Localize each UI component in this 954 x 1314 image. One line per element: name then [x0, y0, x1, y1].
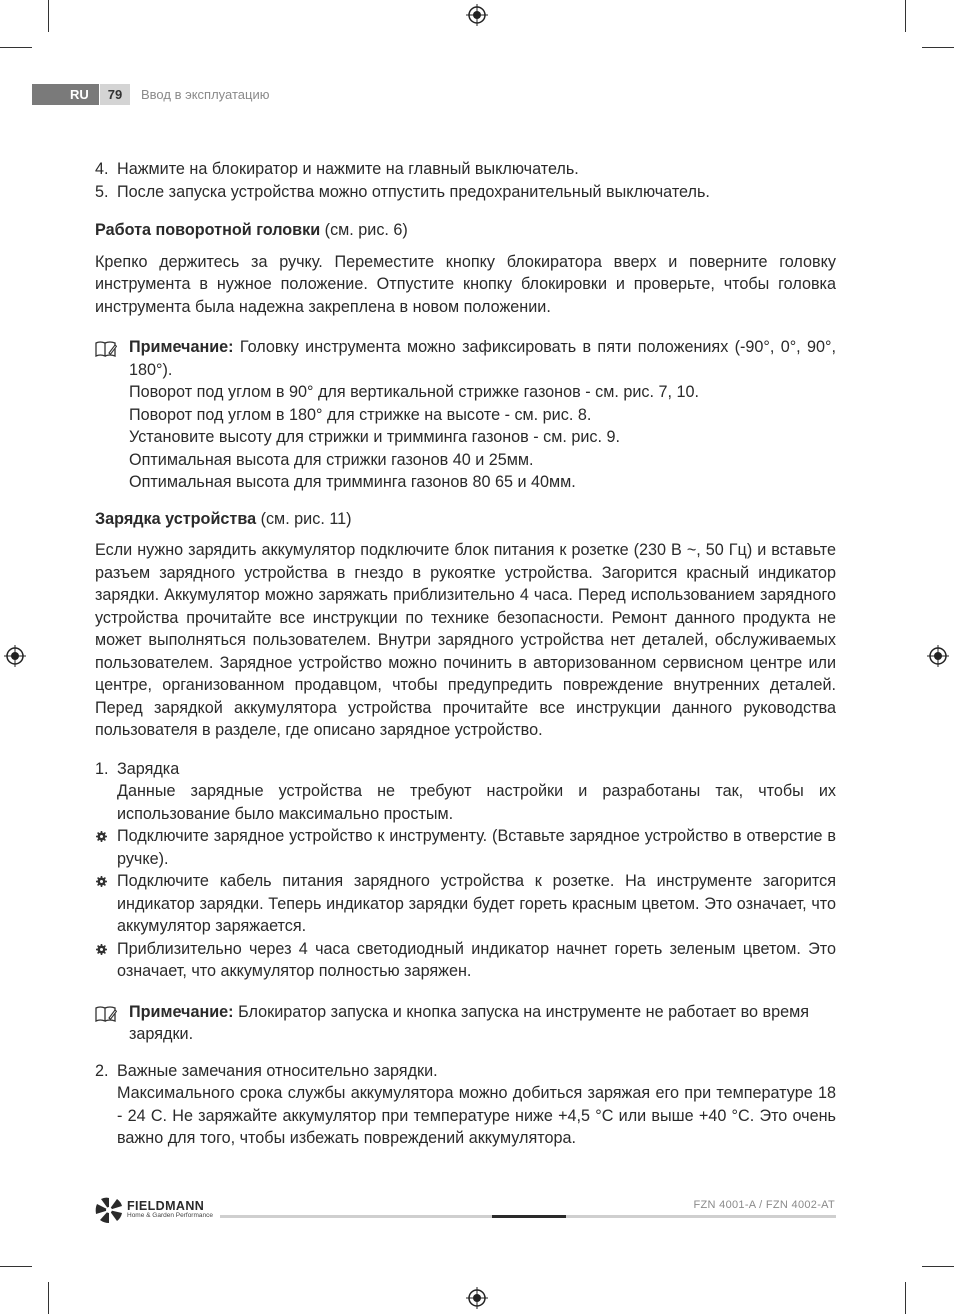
- brand-tagline: Home & Garden Performance: [127, 1212, 213, 1219]
- header-bar: [32, 84, 99, 105]
- note-book-icon: [95, 1001, 129, 1046]
- list-number: 1.: [95, 759, 109, 778]
- crop-mark: [0, 1266, 32, 1267]
- heading-ref: (см. рис. 6): [320, 221, 408, 239]
- registration-mark-icon: [466, 1287, 488, 1309]
- crop-mark: [905, 1282, 906, 1314]
- list-number: 2.: [95, 1061, 109, 1080]
- list-number: 4.: [95, 160, 109, 178]
- bullet-text: Приблизительно через 4 часа светодиодный индикатор начнет гореть зеленым цветом. Это означает, что аккумулятор полностью заряжен.: [117, 939, 836, 980]
- list-item: [95, 1060, 836, 1150]
- note-text: Примечание: Головку инструмента можно зафиксировать в пяти положениях (-90°, 0°, 90°, 180°).: [129, 338, 836, 379]
- bullet-text: Подключите кабель питания зарядного устройства к розетке. На инструменте загорится индикатор зарядки. Теперь индикатор зарядки будет гореть красным цветом. Это означает, что аккумулятор заряжается.: [117, 872, 836, 935]
- footer-rule: [566, 1215, 836, 1218]
- section-heading-charging: [95, 508, 836, 531]
- page-content: [95, 158, 836, 1150]
- header-section-title: Ввод в эксплуатацию: [141, 87, 270, 102]
- list-item: [95, 158, 836, 181]
- crop-mark: [905, 0, 906, 32]
- charging-paragraph: Если нужно зарядить аккумулятор подключите блок питания к розетке (230 В ~, 50 Гц) и вставьте разъем зарядного устройства в гнездо в рукоятке устройства. Загорится красный индикатор зарядки. Аккумулятор можно заряжать приблизительно 4 часа. Перед использованием зарядного устройства прочитайте все инструкции по технике безопасности. Ремонт данного продукта не может выполняться пользователем. Внутри зарядного устройства нет деталей, обслуживаемых пользователем. Зарядное устройство можно починить в авторизованном сервисном центре или центре, организованном продавцом, чтобы предупредить повреждение внутренних деталей. Перед зарядкой аккумулятора устройства прочитайте все инструкции данного руководства пользователя в разделе, где описано зарядное устройство.: [95, 541, 836, 739]
- heading-ref: (см. рис. 11): [256, 509, 352, 528]
- crop-mark: [922, 1266, 954, 1267]
- crop-mark: [48, 1282, 49, 1314]
- crop-mark: [0, 47, 32, 48]
- note-body: [129, 336, 836, 494]
- list-title: Важные замечания относительно зарядки.: [117, 1061, 438, 1080]
- note-label: Примечание:: [129, 338, 234, 356]
- crop-mark: [922, 47, 954, 48]
- heading-text: Работа поворотной головки: [95, 221, 321, 239]
- gear-bullet-icon: [95, 825, 117, 870]
- section-heading-swivel: [95, 219, 836, 242]
- list-number: 5.: [95, 182, 109, 201]
- bullet-item: [95, 938, 836, 983]
- registration-mark-icon: [4, 645, 26, 667]
- note-label: Примечание:: [129, 1002, 234, 1021]
- gear-bullet-icon: [95, 938, 117, 983]
- heading-text: Зарядка устройства: [95, 509, 257, 528]
- brand-name: FIELDMANN: [127, 1199, 205, 1213]
- note-text: Примечание: Блокиратор запуска и кнопка запуска на инструменте не работает во время зарядки.: [129, 1002, 810, 1043]
- registration-mark-icon: [927, 645, 949, 667]
- list-text: Нажмите на блокиратор и нажмите на главный выключатель.: [117, 160, 579, 178]
- bullet-item: [95, 825, 836, 870]
- list-item: [95, 181, 836, 204]
- gear-bullet-icon: [95, 870, 117, 938]
- note-line: Установите высоту для стрижки и тримминга газонов - см. рис. 9.: [129, 428, 621, 446]
- note-body: [129, 1001, 836, 1046]
- header-language: RU: [70, 87, 89, 102]
- list-title: Зарядка: [117, 759, 180, 778]
- swivel-paragraph: Крепко держитесь за ручку. Переместите кнопку блокиратора вверх и поверните головку инструмента в нужное положение. Отпустите кнопку блокировки и проверьте, чтобы головка инструмента была надежна закреплена в новом положении.: [95, 252, 836, 316]
- note-line: Оптимальная высота для тримминга газонов 80 65 и 40мм.: [129, 473, 576, 491]
- note-block: [95, 1001, 836, 1046]
- footer-rule-accent: [492, 1215, 566, 1218]
- model-number: FZN 4001-A / FZN 4002-AT: [693, 1199, 835, 1211]
- list-text: После запуска устройства можно отпустить предохранительный выключатель.: [117, 182, 710, 201]
- list-item: [95, 758, 836, 826]
- note-line: Поворот под углом в 180° для стрижке на высоте - см. рис. 8.: [129, 405, 592, 424]
- note-line: Оптимальная высота для стрижки газонов 40 и 25мм.: [129, 450, 534, 469]
- list-text: Максимального срока службы аккумулятора можно добиться заряжая его при температуре 18 - 24 C. Не заряжайте аккумулятор при температуре ниже +4,5 °C или выше +40 °C. Это очень важно для того, чтобы избежать повреждений аккумулятора.: [117, 1084, 836, 1147]
- bullet-item: [95, 870, 836, 938]
- footer-rule: [220, 1215, 492, 1218]
- bullet-text: Подключите зарядное устройство к инструменту. (Вставьте зарядное устройство в отверстие в ручке).: [117, 827, 836, 868]
- note-book-icon: [95, 336, 129, 494]
- crop-mark: [48, 0, 49, 32]
- note-block: [95, 336, 836, 494]
- page-number: 79: [100, 84, 130, 105]
- note-line: Поворот под углом в 90° для вертикальной стрижке газонов - см. рис. 7, 10.: [129, 383, 699, 401]
- fieldmann-logo: [95, 1196, 220, 1229]
- list-text: Данные зарядные устройства не требуют настройки и разработаны так, чтобы их использование было максимально простым.: [117, 782, 836, 823]
- registration-mark-icon: [466, 4, 488, 26]
